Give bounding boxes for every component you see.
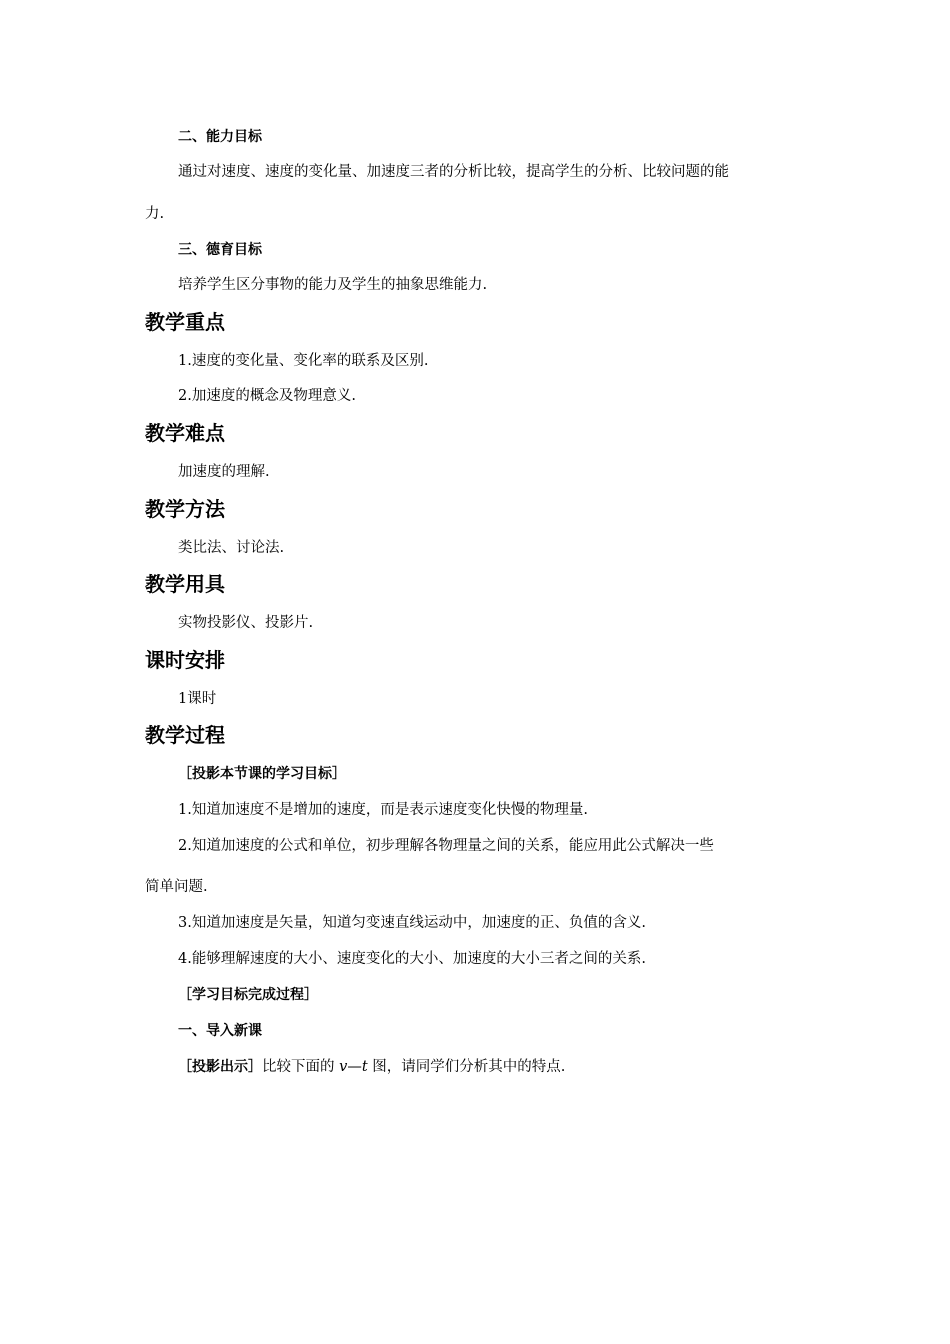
key-point-2: 2.加速度的概念及物理意义.	[178, 388, 356, 404]
projection-show-text-1: 比较下面的	[262, 1059, 335, 1075]
projection-show-text-2: 图，请同学们分析其中的特点.	[372, 1059, 566, 1075]
moral-goal-title: 三、德育目标	[178, 242, 262, 258]
time-symbol: t	[361, 1059, 368, 1075]
projection-goals-label: ［投影本节课的学习目标］	[178, 766, 346, 782]
goal-1: 1.知道加速度不是增加的速度，而是表示速度变化快慢的物理量.	[178, 802, 588, 818]
ability-goal-text-line-1: 通过对速度、速度的变化量、加速度三者的分析比较，提高学生的分析、比较问题的能	[178, 164, 729, 180]
velocity-symbol: v	[339, 1059, 348, 1075]
key-point-1: 1.速度的变化量、变化率的联系及区别.	[178, 353, 429, 369]
ability-goal-text-line-2: 力.	[145, 206, 165, 222]
tools-text: 实物投影仪、投影片.	[178, 615, 314, 631]
difficulty-text: 加速度的理解.	[178, 464, 270, 480]
ability-goal-title: 二、能力目标	[178, 129, 262, 145]
goal-2-line-2: 简单问题.	[145, 879, 208, 895]
moral-goal-text: 培养学生区分事物的能力及学生的抽象思维能力.	[178, 277, 488, 293]
difficulty-heading: 教学难点	[145, 421, 225, 445]
goal-4: 4.能够理解速度的大小、速度变化的大小、加速度的大小三者之间的关系.	[178, 951, 646, 967]
method-heading: 教学方法	[145, 497, 225, 521]
goal-3: 3.知道加速度是矢量，知道匀变速直线运动中，加速度的正、负值的含义.	[178, 915, 646, 931]
schedule-heading: 课时安排	[145, 648, 225, 672]
tools-heading: 教学用具	[145, 572, 225, 596]
dash-symbol: —	[347, 1059, 362, 1075]
intro-title: 一、导入新课	[178, 1023, 262, 1039]
key-points-heading: 教学重点	[145, 310, 225, 334]
process-heading: 教学过程	[145, 723, 225, 747]
goal-2-line-1: 2.知道加速度的公式和单位，初步理解各物理量之间的关系，能应用此公式解决一些	[178, 838, 714, 854]
projection-show-line	[178, 1060, 565, 1075]
completion-label: ［学习目标完成过程］	[178, 987, 318, 1003]
schedule-text: 1课时	[178, 691, 217, 707]
method-text: 类比法、讨论法.	[178, 540, 285, 556]
projection-show-label: ［投影出示］	[178, 1059, 262, 1075]
